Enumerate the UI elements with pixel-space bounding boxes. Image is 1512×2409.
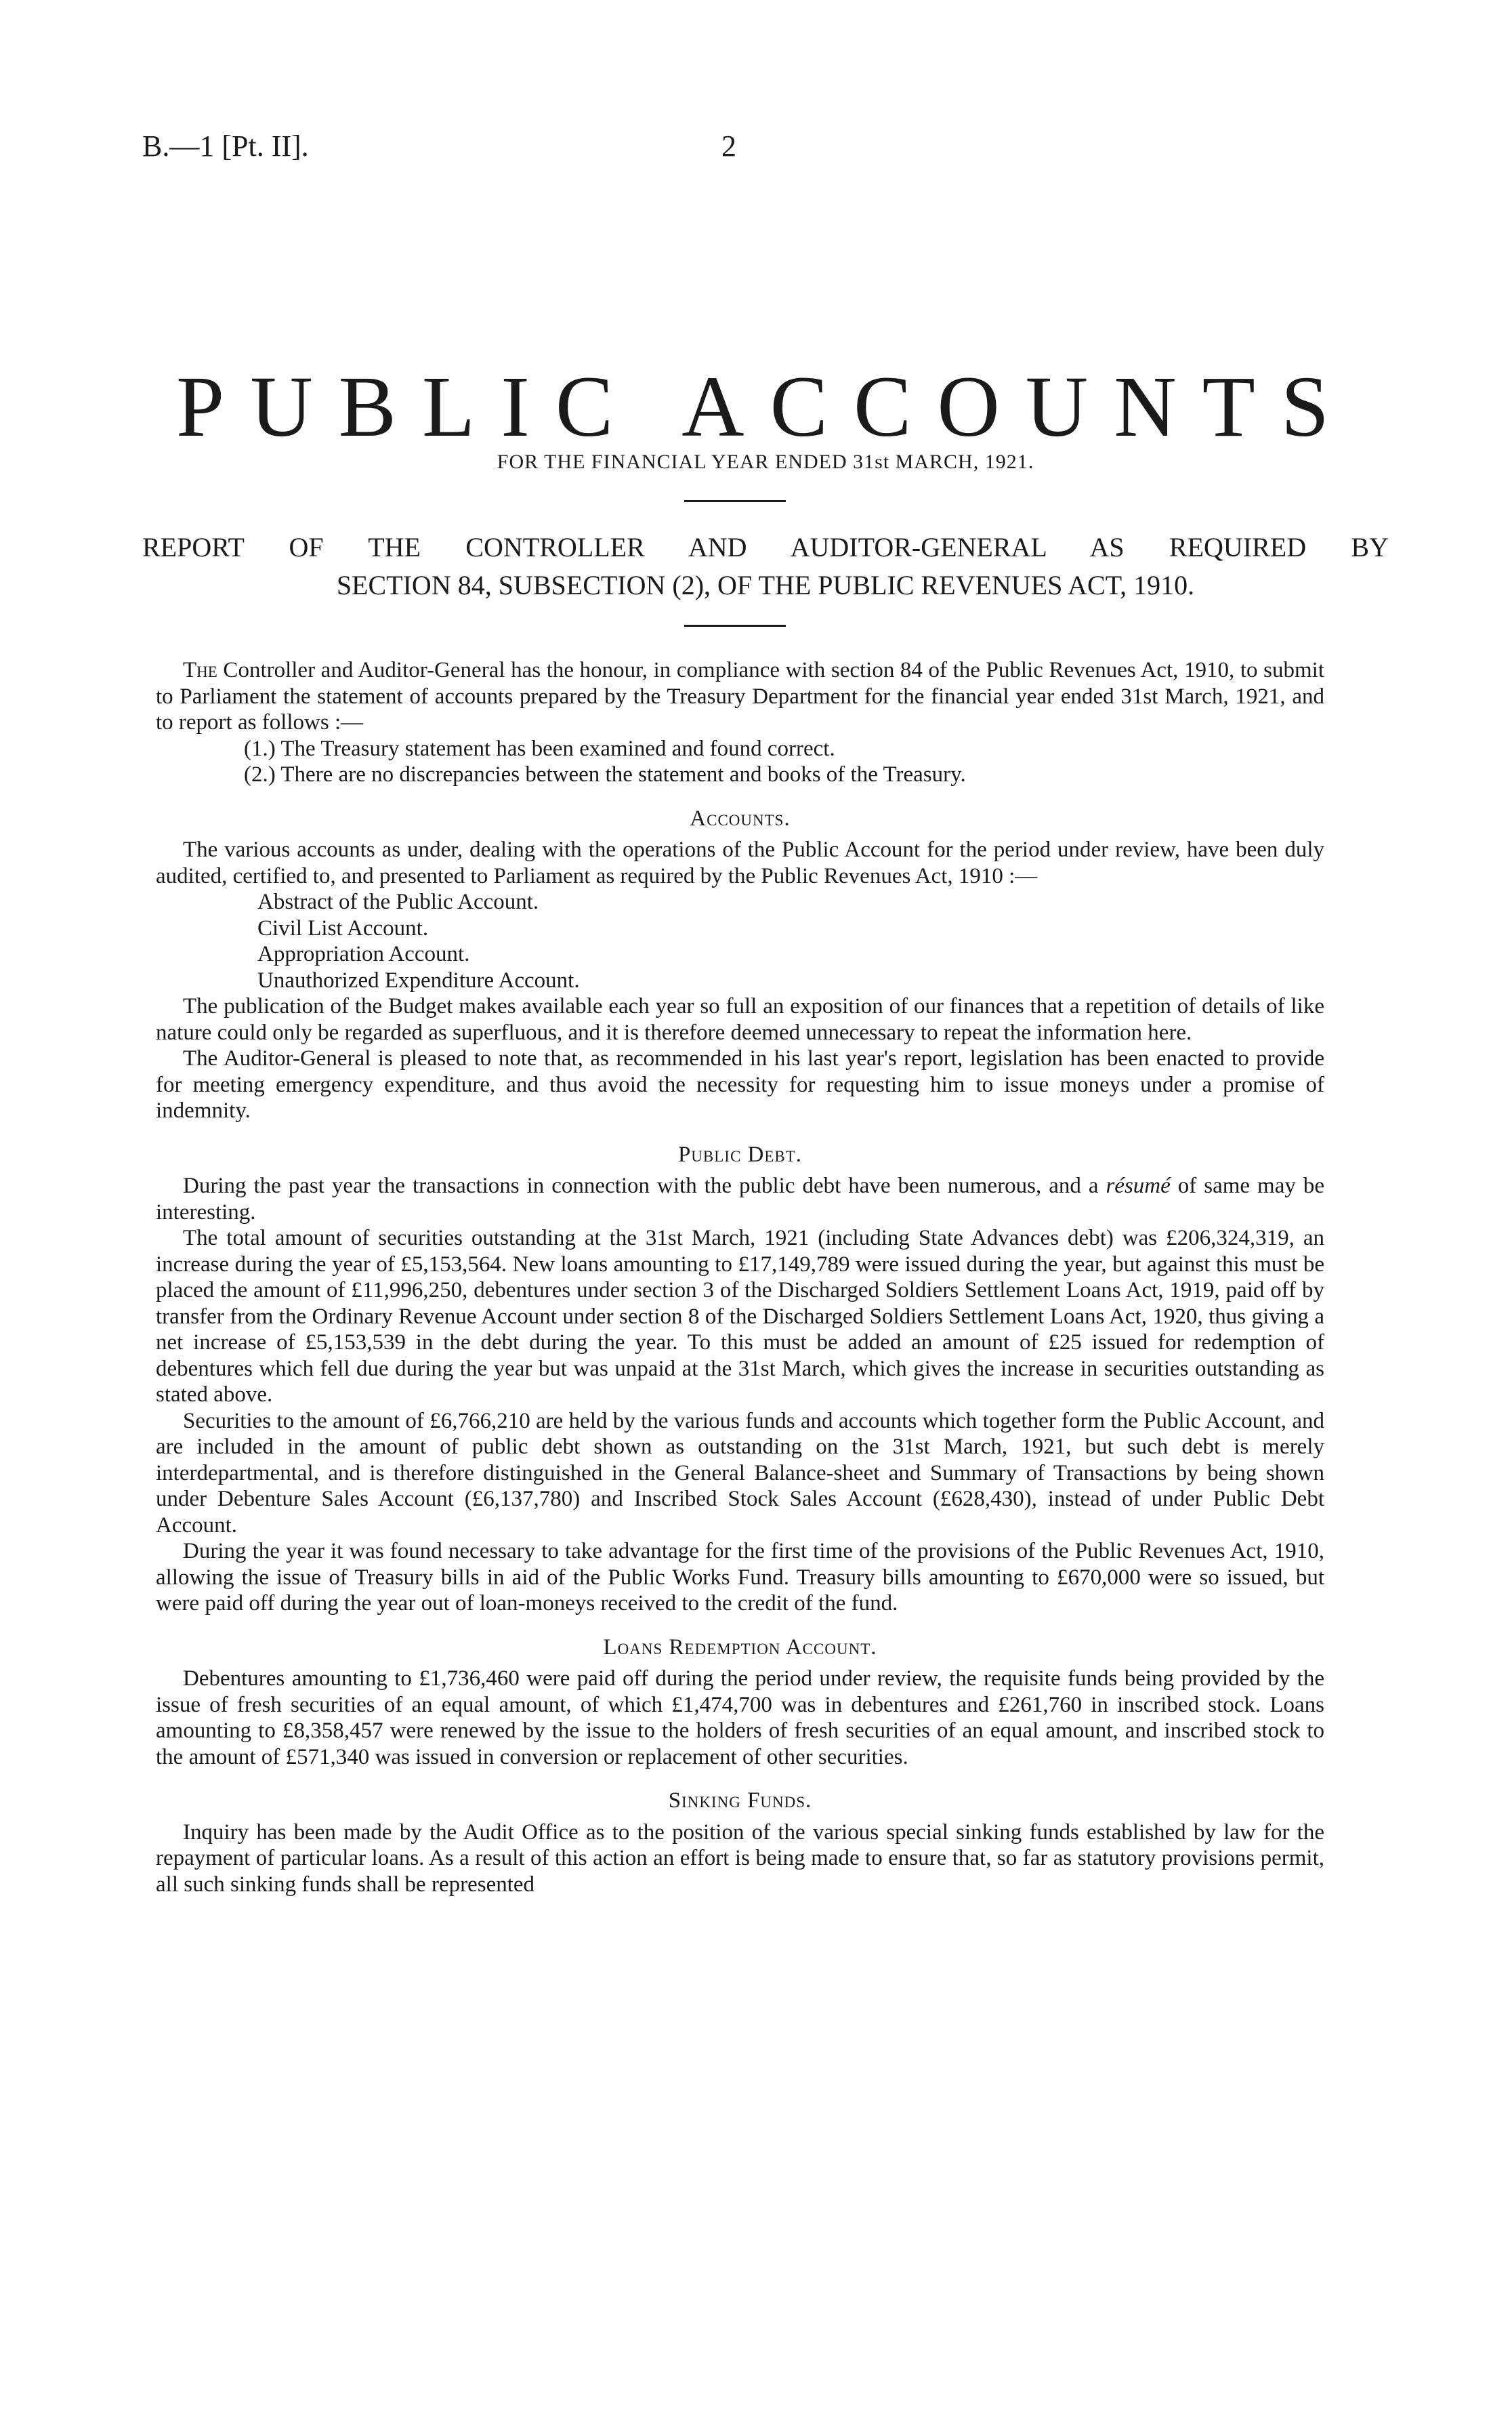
intro-item: (1.) The Treasury statement has been examined and found correct.	[244, 736, 835, 761]
section-heading-sinking-funds: Sinking Funds.	[668, 1788, 812, 1813]
paragraph: During the year it was found necessary to take advantage for the first time of the provisions of the Public Revenues Act, 1910, allowing the issue of Treasury bills in aid of the Public Works Fund. Treasury bills amounting to £670,000 were so issued, but were paid off during the year out of loan-moneys received to the credit of the fund.	[156, 1539, 1324, 1615]
account-list-item: Abstract of the Public Account.	[257, 890, 539, 914]
intro-paragraph	[156, 657, 1324, 736]
running-header	[142, 129, 1375, 169]
page-subtitle: FOR THE FINANCIAL YEAR ENDED 31st MARCH, 1921.	[497, 451, 1034, 473]
report-body	[156, 657, 1324, 1897]
paragraph: The publication of the Budget makes available each year so full an exposition of our finances that a repetition of details of like nature could only be regarded as superfluous, and it is therefore deemed unnecessary to repeat the information here.	[156, 994, 1324, 1045]
paragraph: The various accounts as under, dealing with the operations of the Public Account for the period under review, have been duly audited, certified to, and presented to Parliament as required by the Public Revenues Act, 1910 :—	[156, 838, 1324, 888]
paragraph: Debentures amounting to £1,736,460 were paid off during the period under review, the requisite funds being provided by the issue of fresh securities of an equal amount, of which £1,474,700 was in debentures and £261,760 in inscribed stock. Loans amounting to £8,358,457 were renewed by the issue to the holders of fresh securities of an equal amount, and inscribed stock to the amount of £571,340 was issued in conversion or replacement of other securities.	[156, 1666, 1324, 1769]
intro-text: Controller and Auditor-General has the honour, in compliance with section 84 of the Public Revenues Act, 1910, to submit to Parliament the statement of accounts prepared by the Treasury Department for the financial year ended 31st March, 1921, and to report as follows :—	[156, 658, 1324, 735]
intro-item: (2.) There are no discrepancies between the statement and books of the Treasury.	[244, 762, 966, 787]
page-title: PUBLIC ACCOUNTS	[176, 358, 1355, 455]
section-heading-loans-redemption: Loans Redemption Account.	[603, 1634, 877, 1660]
paragraph: Securities to the amount of £6,766,210 are held by the various funds and accounts which together form the Public Account, and are included in the amount of public debt shown as outstanding on the 31st March, 1921, but such debt is merely interdepartmental, and is therefore distinguished in the General Balance-sheet and Summary of Transactions by being shown under Debenture Sales Account (£6,137,780) and Inscribed Stock Sales Account (£628,430), instead of under Public Debt Account.	[156, 1408, 1324, 1538]
divider-rule	[684, 500, 786, 502]
paragraph: Inquiry has been made by the Audit Office as to the position of the various special sinking funds established by law for the repayment of particular loans. As a result of this action an effort is being made to ensure that, so far as statutory provisions permit, all such sinking funds shall be represented	[156, 1819, 1324, 1897]
paragraph: The total amount of securities outstanding at the 31st March, 1921 (including State Advances debt) was £206,324,319, an increase during the year of £5,153,564. New loans amounting to £17,149,789 were issued during the year, but against this must be placed the amount of £11,996,250, debentures under section 3 of the Discharged Soldiers Settlement Loans Act, 1919, paid off by transfer from the Ordinary Revenue Account under section 8 of the Discharged Soldiers Settlement Loans Act, 1920, thus giving a net increase of £5,153,539 in the debt during the year. To this must be added an amount of £25 issued for redemption of debentures which fell due during the year but was unpaid at the 31st March, which gives the increase in securities outstanding as stated above.	[156, 1226, 1324, 1407]
section-heading-accounts: Accounts.	[690, 806, 791, 831]
divider-rule	[684, 625, 786, 627]
paragraph-text: During the past year the transactions in connection with the public debt have been numerous, and a	[183, 1174, 1106, 1198]
document-reference: B.—1 [Pt. II].	[142, 129, 309, 163]
paragraph: The Auditor-General is pleased to note that, as recommended in his last year's report, legislation has been enacted to provide for meeting emergency expenditure, and thus avoid the necessity for requesting him to issue moneys under a promise of indemnity.	[156, 1046, 1324, 1123]
report-title-line-2: SECTION 84, SUBSECTION (2), OF THE PUBLIC REVENUES ACT, 1910.	[336, 570, 1195, 600]
page-number: 2	[721, 129, 736, 163]
paragraph-text: of same may be interesting.	[156, 1174, 1324, 1224]
intro-lead-word: The	[183, 658, 217, 682]
account-list-item: Civil List Account.	[257, 915, 429, 941]
section-heading-public-debt: Public Debt.	[677, 1142, 803, 1167]
report-title-line-1: REPORT OF THE CONTROLLER AND AUDITOR-GENERAL AS REQUIRED BY	[142, 532, 1389, 562]
account-list-item: Appropriation Account.	[257, 942, 470, 966]
emphasis-text: résumé	[1106, 1174, 1171, 1198]
report-title	[142, 529, 1389, 604]
account-list-item: Unauthorized Expenditure Account.	[257, 968, 580, 993]
paragraph	[156, 1173, 1324, 1225]
